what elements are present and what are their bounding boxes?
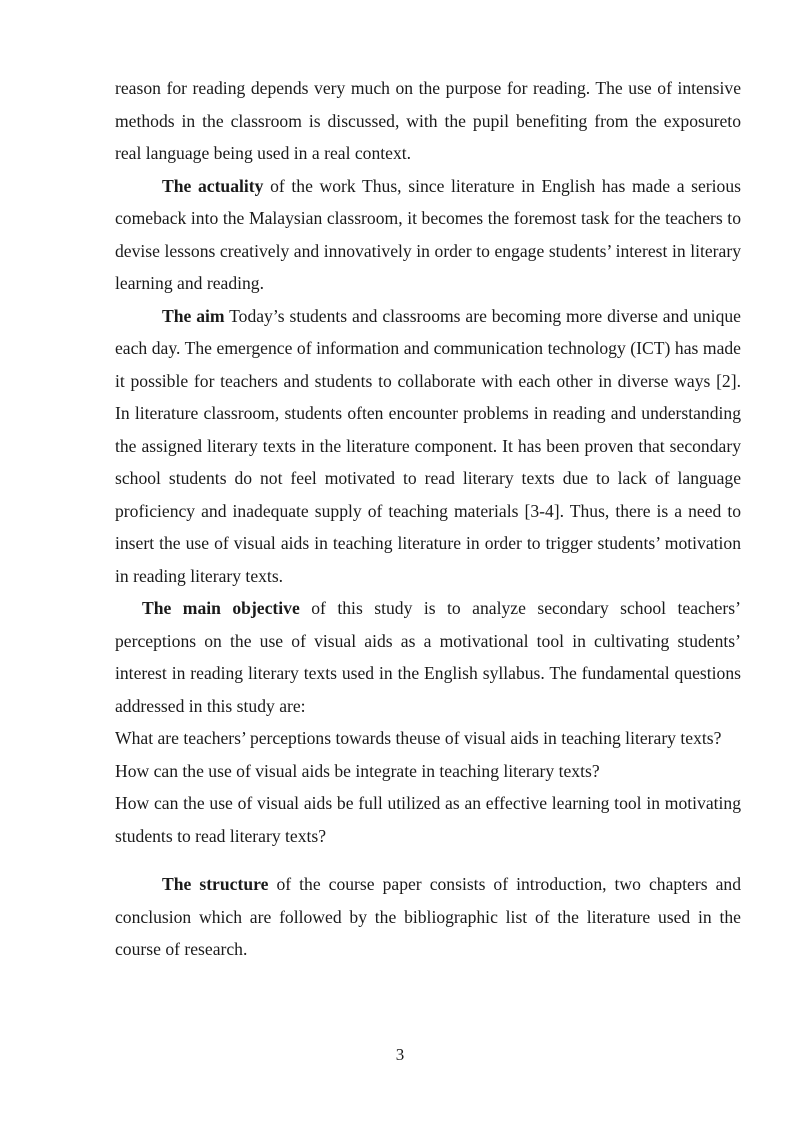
question-item: What are teachers’ perceptions towards theuse of visual aids in teaching literary texts? <box>115 728 722 748</box>
page-number: 3 <box>395 1045 405 1064</box>
structure-heading: The structure <box>162 874 269 894</box>
actuality-text: of the work Thus, since literature in English has made a serious comeback into the Malaysian classroom, it becomes the foremost task for the teachers to devise lessons creatively and innovatively in order to engage students’ interest in literary learning and reading. <box>115 175 741 293</box>
aim-heading: The aim <box>162 305 225 326</box>
aim-paragraph <box>115 300 741 593</box>
aim-text: Today’s students and classrooms are becoming more diverse and unique each day. The emergence of information and communication technology (ICT) has made it possible for teachers and students to collaborate with each other in diverse ways [2]. In literature classroom, students often encounter problems in reading and understanding the assigned literary texts in the literature component. It has been proven that secondary school students do not feel motivated to read literary texts due to lack of language proficiency and inadequate supply of teaching materials [3-4]. Thus, there is a need to insert the use of visual aids in teaching literature in order to trigger students’ motivation in reading literary texts. <box>115 305 741 586</box>
objective-paragraph <box>115 592 741 722</box>
objective-heading: The main objective <box>142 598 300 618</box>
intro-paragraph: reason for reading depends very much on the purpose for reading. The use of intensive methods in the classroom is discussed, with the pupil benefiting from the exposureto real language being used in a real context. <box>115 78 741 163</box>
actuality-heading: The actuality <box>162 175 264 196</box>
actuality-paragraph <box>115 170 741 300</box>
structure-paragraph <box>115 868 741 966</box>
question-item: How can the use of visual aids be full utilized as an effective learning tool in motivating students to read literary texts? <box>115 793 741 846</box>
document-body <box>115 72 741 966</box>
objective-text: of this study is to analyze secondary school teachers’ perceptions on the use of visual aids as a motivational tool in cultivating students’ interest in reading literary texts used in the English syllabus. The fundamental questions addressed in this study are: <box>115 598 741 716</box>
question-item: How can the use of visual aids be integrate in teaching literary texts? <box>115 760 600 781</box>
structure-text: of the course paper consists of introduction, two chapters and conclusion which are followed by the bibliographic list of the literature used in the course of research. <box>115 874 742 959</box>
